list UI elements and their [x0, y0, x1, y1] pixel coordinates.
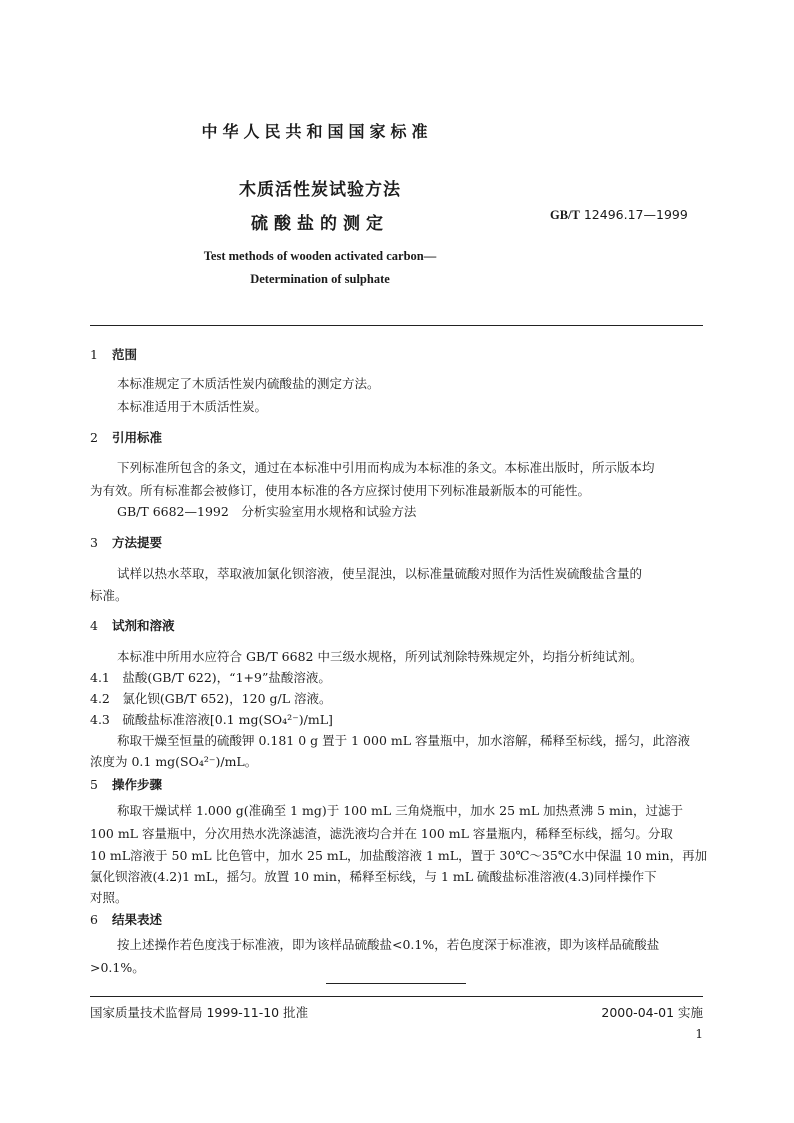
section-1-heading — [90, 345, 137, 363]
standard-header-title: 中华人民共和国国家标准 — [201, 122, 433, 141]
section-3-number: 3 — [90, 535, 98, 550]
section-1-title: 范围 — [112, 347, 138, 362]
item-4-1: 4.1 盐酸(GB/T 622)，“1+9”盐酸溶液。 — [90, 670, 331, 685]
section-5-line-5: 对照。 — [90, 890, 128, 905]
section-1-para-1: 本标准规定了木质活性炭内硫酸盐的测定方法。 — [117, 376, 380, 391]
item-4-3-line-1: 称取干燥至恒量的硫酸钾 0.181 0 g 置于 1 000 mL 容量瓶中，加水溶解，稀释至标线，摇匀，此溶液 — [117, 733, 690, 748]
document-title-line-1: 木质活性炭试验方法 — [239, 180, 401, 200]
section-5-line-4: 氯化钡溶液(4.2)1 mL，摇匀。放置 10 min，稀释至标线，与 1 mL 硫酸盐标准溶液(4.3)同样操作下 — [90, 869, 657, 884]
section-4-para: 本标准中所用水应符合 GB/T 6682 中三级水规格，所列试剂除特殊规定外，均指分析纯试剂。 — [117, 649, 643, 664]
section-5-title: 操作步骤 — [112, 777, 163, 792]
section-6-line-1: 按上述操作若色度浅于标准液，即为该样品硫酸盐<0.1%，若色度深于标准液，即为该样品硫酸盐 — [117, 937, 660, 952]
section-6-line-2: >0.1%。 — [90, 960, 145, 975]
section-3-para-line-2: 标准。 — [90, 588, 128, 603]
item-4-2: 4.2 氯化钡(GB/T 652)，120 g/L 溶液。 — [90, 691, 332, 706]
section-5-line-1: 称取干燥试样 1.000 g(准确至 1 mg)于 100 mL 三角烧瓶中，加水 25 mL 加热煮沸 5 min，过滤于 — [117, 803, 683, 818]
section-3-title: 方法提要 — [112, 535, 163, 550]
approval-date: 国家质量技术监督局 1999-11-10 批准 — [90, 1005, 309, 1020]
section-3-heading — [90, 533, 162, 551]
section-2-title: 引用标准 — [112, 430, 163, 445]
section-4-title: 试剂和溶液 — [112, 618, 175, 633]
section-2-para-line-1: 下列标准所包含的条文，通过在本标准中引用而构成为本标准的条文。本标准出版时，所示版本均 — [117, 460, 655, 475]
section-6-number: 6 — [90, 912, 98, 927]
section-3-para-line-1: 试样以热水萃取，萃取液加氯化钡溶液，使呈混浊，以标准量硫酸对照作为活性炭硫酸盐含量的 — [117, 566, 643, 581]
item-4-3-line-2: 浓度为 0.1 mg(SO₄²⁻)/mL。 — [90, 754, 258, 769]
top-divider — [90, 325, 703, 326]
section-2-reference: GB/T 6682—1992 分析实验室用水规格和试验方法 — [117, 504, 417, 519]
standard-code — [550, 207, 688, 223]
standard-code-number: 12496.17—1999 — [583, 207, 688, 222]
end-marker-rule — [326, 983, 466, 984]
standard-code-prefix: GB/T — [550, 208, 580, 222]
section-5-line-2: 100 mL 容量瓶中，分次用热水洗涤滤渣，滤洗液均合并在 100 mL 容量瓶内，稀释至标线，摇匀。分取 — [90, 826, 673, 841]
section-4-heading — [90, 616, 175, 634]
section-2-para-line-2: 为有效。所有标准都会被修订，使用本标准的各方应探讨使用下列标准最新版本的可能性。 — [90, 483, 591, 498]
section-5-number: 5 — [90, 777, 98, 792]
english-title-line-1: Test methods of wooden activated carbon— — [203, 249, 437, 263]
item-4-3: 4.3 硫酸盐标准溶液[0.1 mg(SO₄²⁻)/mL] — [90, 712, 333, 727]
english-title-line-2: Determination of sulphate — [250, 272, 390, 286]
bottom-divider — [90, 996, 703, 997]
section-2-number: 2 — [90, 430, 98, 445]
section-5-line-3: 10 mL溶液于 50 mL 比色管中，加水 25 mL，加盐酸溶液 1 mL，置于 30℃～35℃水中保温 10 min，再加 — [90, 848, 708, 863]
page-number: 1 — [695, 1027, 703, 1041]
section-6-title: 结果表述 — [112, 912, 163, 927]
section-1-para-2: 本标准适用于木质活性炭。 — [117, 399, 268, 414]
document-title-line-2: 硫酸盐的测定 — [251, 214, 389, 234]
section-4-number: 4 — [90, 618, 98, 633]
implementation-date: 2000-04-01 实施 — [601, 1005, 703, 1020]
section-2-heading — [90, 428, 162, 446]
section-6-heading — [90, 910, 162, 928]
section-1-number: 1 — [90, 347, 98, 362]
section-5-heading — [90, 775, 162, 793]
